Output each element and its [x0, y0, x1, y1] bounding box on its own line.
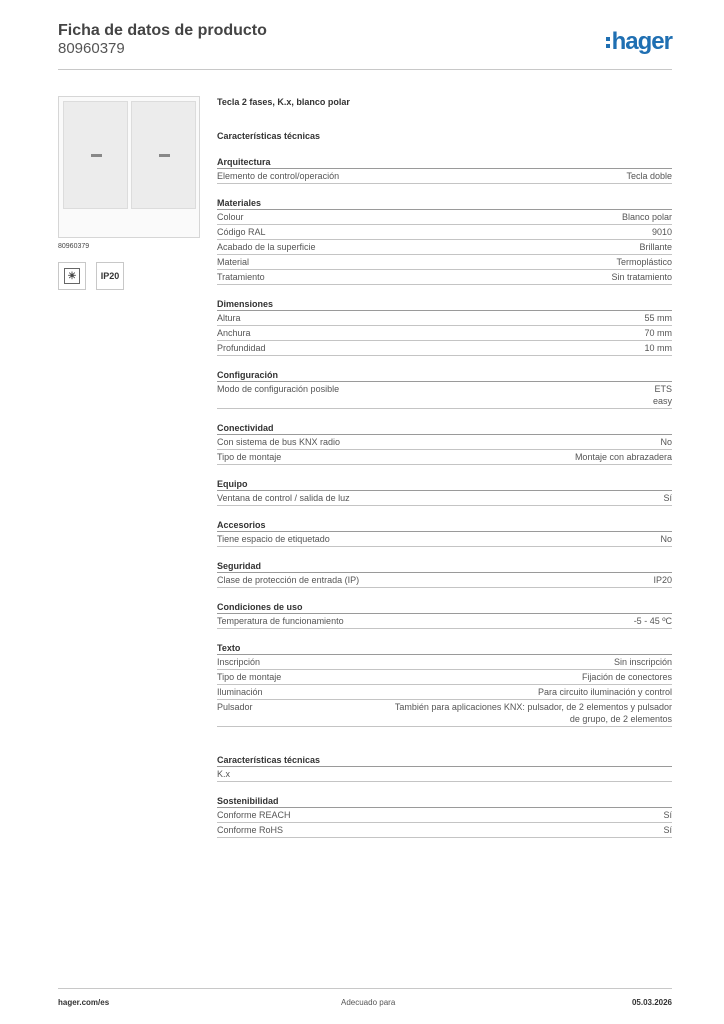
spec-label: Iluminación — [217, 687, 263, 697]
spec-section — [217, 600, 672, 629]
spec-row — [217, 210, 672, 225]
spec-label: Inscripción — [217, 657, 261, 667]
spec-value: Tecla doble — [626, 171, 672, 181]
spec-row — [217, 382, 672, 409]
spec-content — [217, 96, 672, 838]
spec-value: Brillante — [639, 242, 672, 252]
spec-label: Colour — [217, 212, 244, 222]
spec-section — [217, 421, 672, 465]
section-title: Conectividad — [217, 421, 672, 435]
page-title: Ficha de datos de producto — [58, 22, 267, 39]
spec-row — [217, 240, 672, 255]
spec-label: Conforme RoHS — [217, 825, 284, 835]
spec-value: Sin tratamiento — [611, 272, 672, 282]
spec-row — [217, 435, 672, 450]
spec-label: Anchura — [217, 328, 251, 338]
spec-label: Profundidad — [217, 343, 266, 353]
spec-label: Con sistema de bus KNX radio — [217, 437, 341, 447]
spec-label: Temperatura de funcionamiento — [217, 616, 344, 626]
logo-text: hager — [611, 28, 672, 55]
spec-label: Acabado de la superficie — [217, 242, 316, 252]
spec-section — [217, 196, 672, 285]
spec-row — [217, 532, 672, 547]
spec-value: Sí — [663, 825, 672, 835]
spec-row — [217, 700, 672, 727]
spec-row — [217, 670, 672, 685]
spec-label: Tipo de montaje — [217, 672, 282, 682]
spec-row — [217, 311, 672, 326]
section-title: Materiales — [217, 196, 672, 210]
ip-badge: IP20 — [96, 262, 124, 290]
product-code: 80960379 — [58, 40, 125, 57]
led-indicator — [91, 154, 102, 157]
footer-suitable: Adecuado para — [341, 998, 396, 1007]
rocker-right — [131, 101, 196, 209]
rocker-left — [63, 101, 128, 209]
spec-section — [217, 641, 672, 727]
spec-label: Tratamiento — [217, 272, 265, 282]
spec-value: No — [660, 534, 672, 544]
spec-value: Termoplástico — [616, 257, 672, 267]
spec-value: Blanco polar — [621, 212, 672, 222]
spec-label: Tipo de montaje — [217, 452, 282, 462]
section-title: Equipo — [217, 477, 672, 491]
spec-value: Sí — [663, 810, 672, 820]
spec-label: Clase de protección de entrada (IP) — [217, 575, 360, 585]
spec-row — [217, 450, 672, 465]
spec-section — [217, 559, 672, 588]
spec-section — [217, 368, 672, 409]
footer-website: hager.com/es — [58, 998, 110, 1007]
spec-label: Pulsador — [217, 702, 253, 712]
spec-row — [217, 767, 672, 782]
spec-value: 70 mm — [644, 328, 672, 338]
spec-value: IP20 — [653, 575, 672, 585]
spec-label: Material — [217, 257, 250, 267]
spec-row — [217, 341, 672, 356]
spec-label: Ventana de control / salida de luz — [217, 493, 350, 503]
tech-heading: Características técnicas — [217, 131, 321, 141]
section-title: Seguridad — [217, 559, 672, 573]
spec-label: K.x — [217, 769, 231, 779]
spec-value: 9010 — [651, 227, 672, 237]
spec-row — [217, 685, 672, 700]
product-image — [58, 96, 200, 238]
section-title: Características técnicas — [217, 753, 672, 767]
spec-section — [217, 155, 672, 184]
spec-value: 10 mm — [644, 343, 672, 353]
footer-date: 05.03.2026 — [631, 998, 672, 1007]
spec-row — [217, 169, 672, 184]
spec-row — [217, 255, 672, 270]
product-name: Tecla 2 fases, K.x, blanco polar — [217, 97, 350, 107]
spec-row — [217, 491, 672, 506]
spec-section — [217, 753, 672, 782]
page-footer — [58, 988, 672, 1007]
section-title: Configuración — [217, 368, 672, 382]
spec-value: Para circuito iluminación y control — [537, 687, 672, 697]
image-caption: 80960379 — [58, 243, 90, 250]
spec-label: Elemento de control/operación — [217, 171, 340, 181]
spec-label: Tiene espacio de etiquetado — [217, 534, 330, 544]
spec-section — [217, 518, 672, 547]
spec-sections — [217, 155, 672, 727]
spec-row — [217, 823, 672, 838]
spec-section — [217, 477, 672, 506]
extra-sections — [217, 753, 672, 838]
light-lamp-icon: ☀ — [64, 268, 80, 284]
spec-value: -5 - 45 ºC — [633, 616, 672, 626]
spec-value: Montaje con abrazadera — [574, 452, 672, 462]
logo-dots-icon — [606, 37, 610, 48]
section-title: Dimensiones — [217, 297, 672, 311]
section-title: Accesorios — [217, 518, 672, 532]
spec-value: También para aplicaciones KNX: pulsador, de 2 elementos y pulsador de grupo, de 2 elementos — [394, 702, 672, 724]
page-header — [58, 22, 672, 70]
section-title: Texto — [217, 641, 672, 655]
spec-label: Modo de configuración posible — [217, 384, 340, 394]
led-indicator — [159, 154, 170, 157]
spec-section — [217, 794, 672, 838]
spec-row — [217, 808, 672, 823]
spec-label: Altura — [217, 313, 241, 323]
section-title: Sostenibilidad — [217, 794, 672, 808]
spec-row — [217, 326, 672, 341]
spec-row — [217, 225, 672, 240]
spec-section — [217, 297, 672, 356]
spec-value: ETS easy — [652, 384, 672, 406]
spec-row — [217, 655, 672, 670]
hager-logo — [606, 28, 672, 56]
section-title: Arquitectura — [217, 155, 672, 169]
spec-row — [217, 614, 672, 629]
spec-label: Conforme REACH — [217, 810, 291, 820]
spec-row — [217, 270, 672, 285]
spec-value: Sin inscripción — [613, 657, 672, 667]
light-badge — [58, 262, 86, 290]
spec-row — [217, 573, 672, 588]
spec-label: Código RAL — [217, 227, 266, 237]
spec-value: 55 mm — [644, 313, 672, 323]
spec-value: No — [660, 437, 672, 447]
spec-value: Sí — [663, 493, 672, 503]
section-title: Condiciones de uso — [217, 600, 672, 614]
spec-value: Fijación de conectores — [581, 672, 672, 682]
